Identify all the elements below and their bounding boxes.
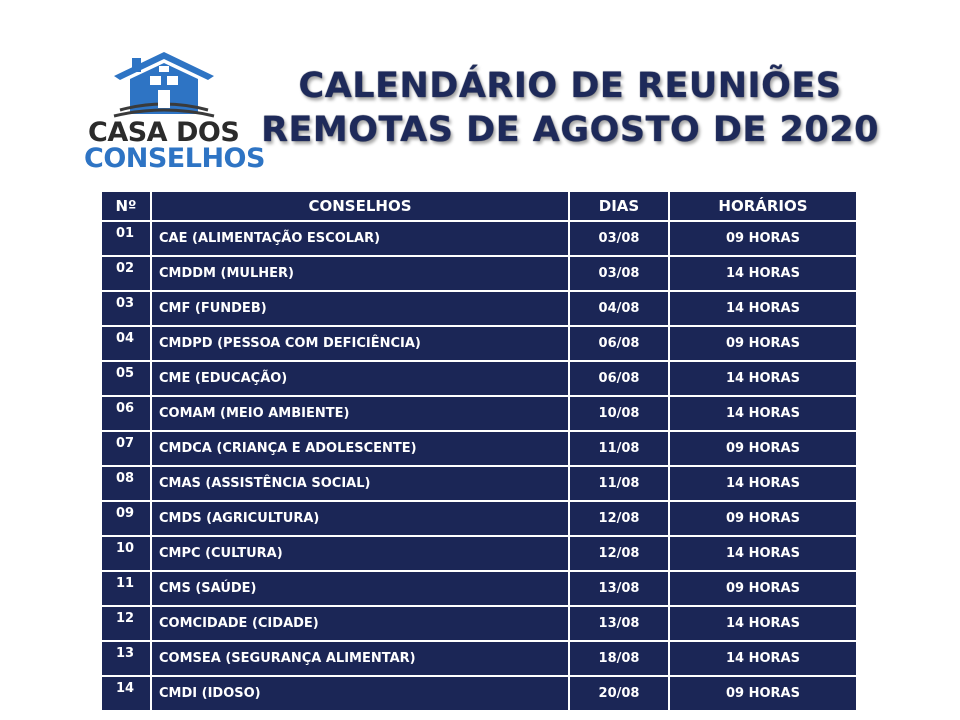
- row-dia: 03/08: [569, 256, 669, 291]
- header-horarios: HORÁRIOS: [669, 191, 857, 221]
- row-dia: 20/08: [569, 676, 669, 711]
- row-number: 02: [101, 256, 151, 291]
- title-line-1: CALENDÁRIO DE REUNIÕES: [298, 66, 842, 106]
- row-horario: 14 HORAS: [669, 536, 857, 571]
- row-dia: 06/08: [569, 361, 669, 396]
- row-conselho: CMDDM (MULHER): [151, 256, 569, 291]
- row-number: 07: [101, 431, 151, 466]
- row-conselho: CMPC (CULTURA): [151, 536, 569, 571]
- row-dia: 10/08: [569, 396, 669, 431]
- row-conselho: COMAM (MEIO AMBIENTE): [151, 396, 569, 431]
- table-row: [101, 571, 857, 606]
- row-conselho: CMDCA (CRIANÇA E ADOLESCENTE): [151, 431, 569, 466]
- header-conselhos: CONSELHOS: [151, 191, 569, 221]
- row-horario: 14 HORAS: [669, 256, 857, 291]
- row-dia: 03/08: [569, 221, 669, 256]
- row-dia: 18/08: [569, 641, 669, 676]
- meetings-table-container: [100, 190, 856, 712]
- row-dia: 13/08: [569, 606, 669, 641]
- row-dia: 06/08: [569, 326, 669, 361]
- table-header-row: [101, 191, 857, 221]
- table-row: [101, 536, 857, 571]
- table-row: [101, 396, 857, 431]
- table-row: [101, 291, 857, 326]
- logo-text-conselhos: CONSELHOS: [84, 143, 265, 174]
- row-horario: 14 HORAS: [669, 396, 857, 431]
- row-number: 11: [101, 571, 151, 606]
- table-row: [101, 466, 857, 501]
- row-conselho: CME (EDUCAÇÃO): [151, 361, 569, 396]
- row-conselho: COMSEA (SEGURANÇA ALIMENTAR): [151, 641, 569, 676]
- row-horario: 09 HORAS: [669, 221, 857, 256]
- row-number: 10: [101, 536, 151, 571]
- row-horario: 14 HORAS: [669, 361, 857, 396]
- row-horario: 14 HORAS: [669, 466, 857, 501]
- row-dia: 12/08: [569, 536, 669, 571]
- title-line-2: REMOTAS DE AGOSTO DE 2020: [261, 110, 879, 150]
- row-horario: 14 HORAS: [669, 641, 857, 676]
- table-row: [101, 326, 857, 361]
- header-numero: Nº: [101, 191, 151, 221]
- row-number: 12: [101, 606, 151, 641]
- row-conselho: COMCIDADE (CIDADE): [151, 606, 569, 641]
- logo-text-casa-dos: CASA DOS: [88, 117, 240, 148]
- row-conselho: CAE (ALIMENTAÇÃO ESCOLAR): [151, 221, 569, 256]
- row-horario: 09 HORAS: [669, 431, 857, 466]
- row-number: 14: [101, 676, 151, 711]
- row-conselho: CMF (FUNDEB): [151, 291, 569, 326]
- table-row: [101, 221, 857, 256]
- row-number: 06: [101, 396, 151, 431]
- row-horario: 09 HORAS: [669, 326, 857, 361]
- casa-dos-conselhos-logo: [80, 48, 265, 174]
- row-conselho: CMS (SAÚDE): [151, 571, 569, 606]
- table-row: [101, 361, 857, 396]
- row-horario: 09 HORAS: [669, 676, 857, 711]
- table-row: [101, 641, 857, 676]
- meetings-table: [100, 190, 858, 712]
- row-horario: 14 HORAS: [669, 291, 857, 326]
- row-conselho: CMDS (AGRICULTURA): [151, 501, 569, 536]
- row-dia: 11/08: [569, 466, 669, 501]
- table-row: [101, 256, 857, 291]
- row-dia: 13/08: [569, 571, 669, 606]
- row-horario: 09 HORAS: [669, 571, 857, 606]
- row-conselho: CMDI (IDOSO): [151, 676, 569, 711]
- table-row: [101, 501, 857, 536]
- row-number: 03: [101, 291, 151, 326]
- row-number: 01: [101, 221, 151, 256]
- row-conselho: CMAS (ASSISTÊNCIA SOCIAL): [151, 466, 569, 501]
- row-dia: 11/08: [569, 431, 669, 466]
- row-horario: 09 HORAS: [669, 501, 857, 536]
- row-dia: 12/08: [569, 501, 669, 536]
- page-title: [250, 64, 890, 152]
- house-icon: [110, 50, 218, 118]
- row-conselho: CMDPD (PESSOA COM DEFICIÊNCIA): [151, 326, 569, 361]
- row-number: 08: [101, 466, 151, 501]
- row-number: 05: [101, 361, 151, 396]
- table-row: [101, 431, 857, 466]
- header-dias: DIAS: [569, 191, 669, 221]
- table-row: [101, 606, 857, 641]
- table-row: [101, 676, 857, 711]
- row-number: 09: [101, 501, 151, 536]
- row-number: 13: [101, 641, 151, 676]
- row-horario: 14 HORAS: [669, 606, 857, 641]
- row-dia: 04/08: [569, 291, 669, 326]
- row-number: 04: [101, 326, 151, 361]
